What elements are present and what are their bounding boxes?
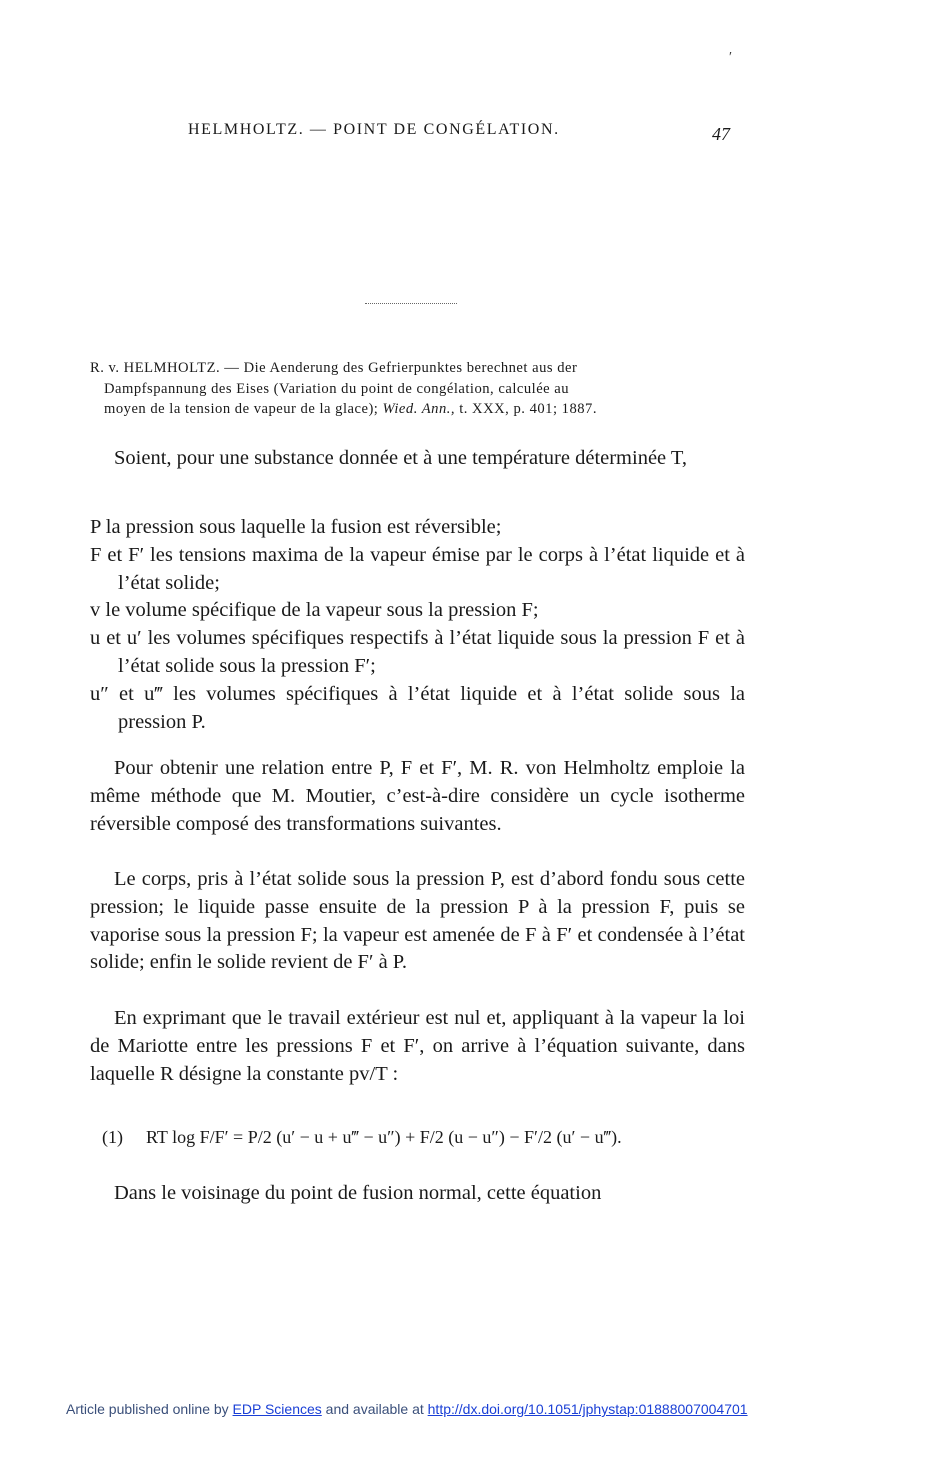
- paragraph-continuation: Dans le voisinage du point de fusion normal, cette équation: [114, 1182, 602, 1204]
- intro-paragraph: Soient, pour une substance donnée et à une température déterminée T,: [114, 447, 688, 469]
- doi-link[interactable]: http://dx.doi.org/10.1051/jphystap:01888007004701: [427, 1401, 748, 1417]
- paragraph-cycle: Le corps, pris à l’état solide sous la pression P, est d’abord fondu sous cette pression; le liquide passe ensuite de la pression P à la pression F, puis se vaporise sous la pression F; la vapeur est amenée de F à F′ et condensée à l’état solide; enfin le solide revient de F′ à P.: [90, 868, 745, 974]
- reference-line-2: Dampfspannung des Eises (Variation du point de congélation, calculée au: [104, 380, 570, 397]
- running-header: HELMHOLTZ. — POINT DE CONGÉLATION.: [188, 121, 560, 138]
- reference-line-1: Die Aenderung des Gefrierpunktes berechnet aus der: [243, 360, 578, 376]
- paragraph-method: Pour obtenir une relation entre P, F et F′, M. R. von Helmholtz emploie la même méthode que M. Moutier, c’est-à-dire considère un cycle isotherme réversible composé des transformations suivantes.: [90, 757, 745, 835]
- footer-middle: and available at: [325, 1401, 424, 1417]
- definition-item: P la pression sous laquelle la fusion est réversible;: [90, 516, 502, 538]
- corner-mark: ′: [729, 50, 733, 65]
- paragraph-mariotte: En exprimant que le travail extérieur est nul et, appliquant à la vapeur la loi de Mariotte entre les pressions F et F′, on arrive à l’équation suivante, dans laquelle R désigne la constante pv/T :: [90, 1007, 745, 1085]
- equation-1: [102, 1123, 742, 1151]
- bibliographic-reference: [90, 358, 738, 420]
- equation-body: RT log F/F′ = P/2 (u′ − u + u‴ − u″) + F/2 (u − u″) − F′/2 (u′ − u‴).: [146, 1127, 622, 1147]
- footer-prefix: Article published online by: [66, 1401, 229, 1417]
- equation-label: (1): [102, 1127, 123, 1147]
- reference-line-3a: moyen de la tension de vapeur de la glace);: [104, 401, 379, 417]
- definition-item: F et F′ les tensions maxima de la vapeur émise par le corps à l’état liquide et à l’état solide;: [90, 543, 745, 594]
- publisher-link[interactable]: EDP Sciences: [232, 1401, 322, 1417]
- reference-line-3b: t. XXX, p. 401; 1887.: [459, 401, 597, 417]
- publication-footer: [66, 1401, 748, 1417]
- definition-item: u″ et u‴ les volumes spécifiques à l’état liquide et à l’état solide sous la pression P.: [90, 682, 745, 733]
- reference-line-3: [90, 399, 738, 420]
- reference-author: R. v. HELMHOLTZ. —: [90, 360, 240, 376]
- section-separator: [365, 303, 457, 304]
- page-number: 47: [712, 124, 730, 144]
- definition-item: u et u′ les volumes spécifiques respectifs à l’état liquide sous la pression F et à l’état solide sous la pression F′;: [90, 627, 745, 677]
- reference-journal: Wied. Ann.,: [382, 401, 456, 417]
- definition-item: v le volume spécifique de la vapeur sous la pression F;: [90, 599, 539, 622]
- definition-list: [90, 514, 745, 736]
